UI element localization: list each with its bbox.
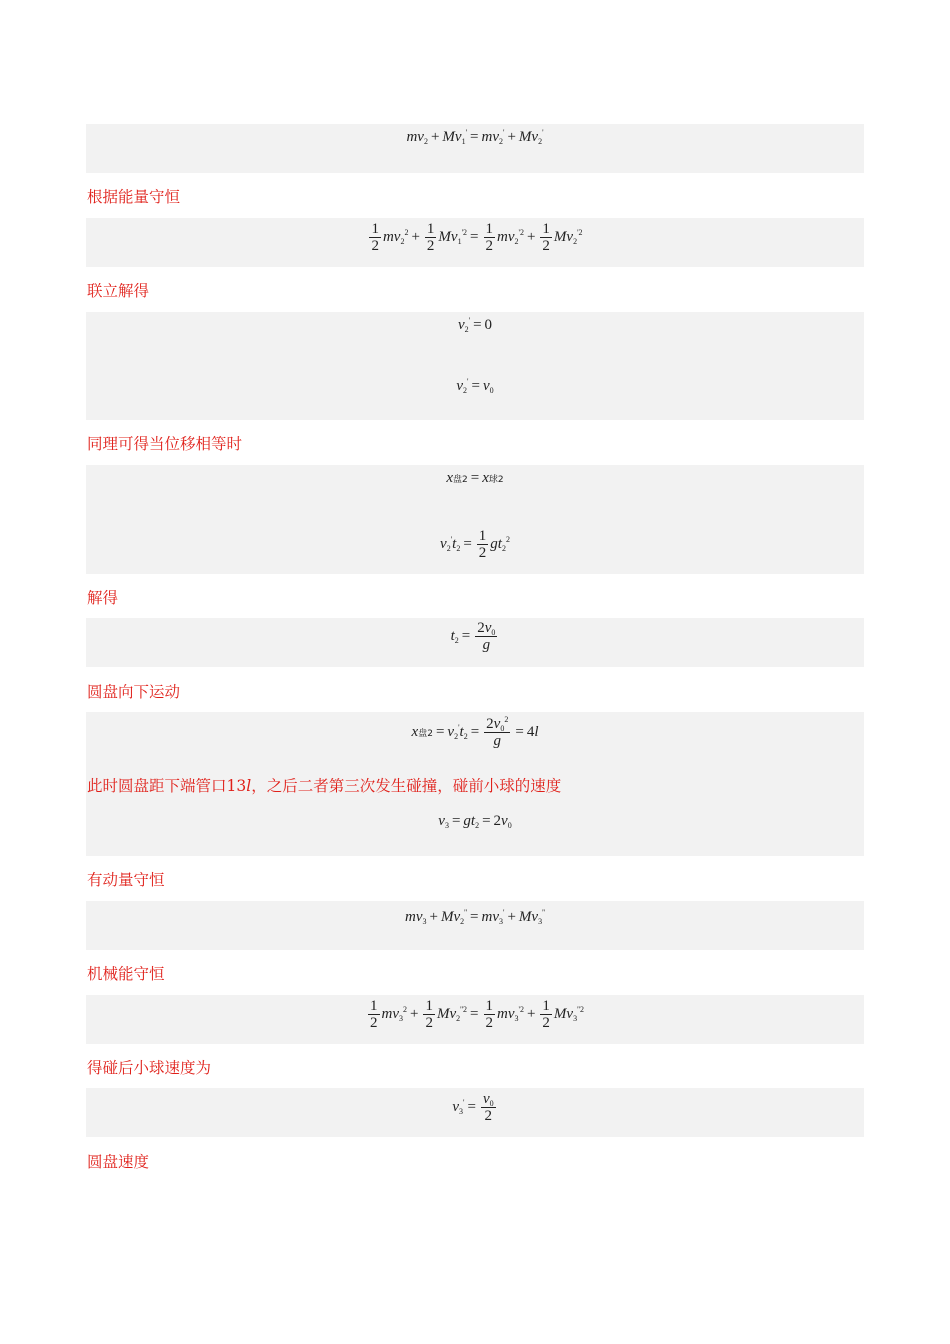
equation-v3: $v_3 = gt_2 = 2v_0$	[438, 813, 512, 830]
equation-energy-3: $\frac{1}{2}$ $mv_3^2$ + $\frac{1}{2}$ $Mv_2^{''2}$ = $\frac{1}{2}$ $mv_3^{'2}$ + $\frac{1}{2}$ $Mv_3^{''2}$	[370, 998, 584, 1031]
label-solve-together: 联立解得	[87, 282, 150, 300]
equation-v2-prime-v0: $v_2' = v_0$	[456, 377, 494, 395]
label-third-collision: 此时圆盘距下端管口13l，之后二者第三次发生碰撞，碰前小球的速度	[87, 777, 562, 795]
label-energy-conservation: 根据能量守恒	[87, 188, 181, 206]
label-solution: 解得	[87, 589, 119, 607]
label-ball-speed-after: 得碰后小球速度为	[87, 1059, 212, 1077]
label-momentum-conservation: 有动量守恒	[87, 871, 165, 889]
equation-v2-prime-zero: $v_2' = 0$	[457, 316, 493, 334]
equation-momentum-3: $mv_3 + Mv_2'' = mv_3' + Mv_3''$	[405, 908, 545, 926]
equation-v2t2-half-gt2: $v_2't_2$ = $\frac{1}{2}$ $gt_2^2$	[440, 528, 510, 561]
label-disk-moves-down: 圆盘向下运动	[87, 683, 181, 701]
label-mechanical-energy: 机械能守恒	[87, 965, 165, 983]
equation-momentum-2: $mv_2 + Mv_1' = mv_2' + Mv_2'$	[406, 128, 544, 146]
label-similarly: 同理可得当位移相等时	[87, 435, 243, 453]
equation-disk-displacement: x盘$2 = v_2't_2$ = $\frac{2v_0^2}{g}$ = 4l	[411, 715, 539, 749]
equation-t2: $t_2$ = $\frac{2v_0}{g}$	[450, 620, 496, 653]
equation-displacement-equal: x盘2 = x球2	[446, 470, 504, 486]
equation-energy-2: $\frac{1}{2}$ $mv_2^2$ + $\frac{1}{2}$ $Mv_1^{'2}$ = $\frac{1}{2}$ $mv_2^{'2}$ + $\frac{1}{2}$ $Mv_2^{'2}$	[371, 221, 583, 254]
label-disk-speed: 圆盘速度	[87, 1153, 150, 1171]
equation-v3-prime: $v_3'$ = $\frac{v_0}{2}$	[452, 1091, 494, 1124]
